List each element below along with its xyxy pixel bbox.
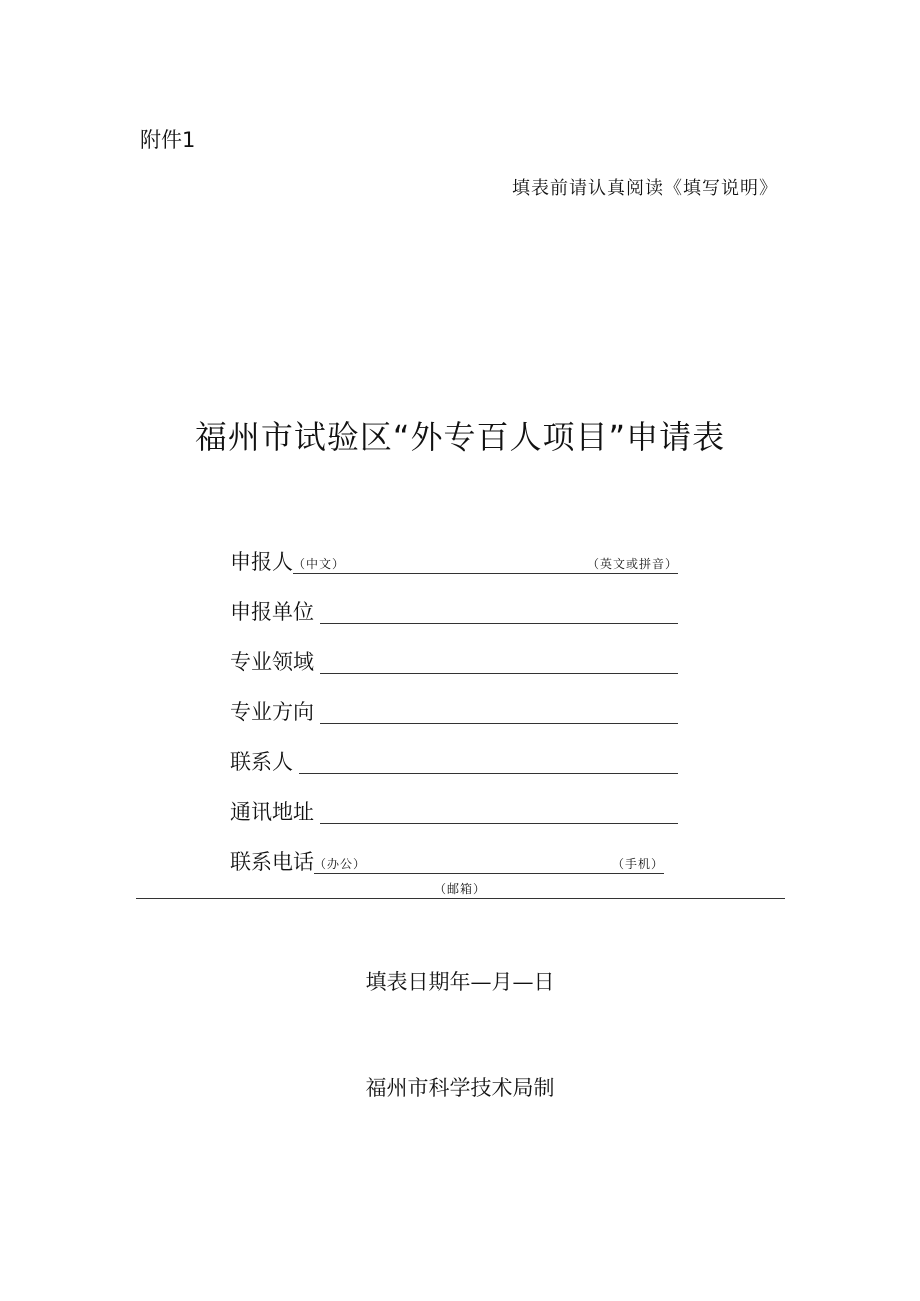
applicant-label: 申报人 <box>230 550 293 574</box>
address-input[interactable] <box>320 801 678 824</box>
address-label: 通讯地址 <box>230 800 314 824</box>
applicant-chinese-hint: （中文） <box>293 557 346 571</box>
phone-label: 联系电话 <box>230 850 314 874</box>
field-input[interactable] <box>320 651 678 674</box>
direction-label: 专业方向 <box>230 700 314 724</box>
instruction-note: 填表前请认真阅读《填写说明》 <box>512 178 778 199</box>
unit-field[interactable] <box>320 601 678 624</box>
contact-input[interactable] <box>299 751 678 774</box>
direction-input[interactable] <box>320 701 678 724</box>
applicant-english-hint: （英文或拼音） <box>586 557 678 571</box>
applicant-field[interactable] <box>293 551 678 574</box>
address-row <box>230 790 678 824</box>
contact-label: 联系人 <box>230 750 293 774</box>
field-row <box>230 640 678 674</box>
unit-label: 申报单位 <box>230 600 314 624</box>
phone-office-hint: （办公） <box>314 857 367 871</box>
phone-row <box>230 840 678 874</box>
contact-row <box>230 740 678 774</box>
field-label: 专业领域 <box>230 650 314 674</box>
email-field[interactable] <box>136 898 785 899</box>
phone-mobile-hint: （手机） <box>611 857 664 871</box>
applicant-row <box>230 540 678 574</box>
issuer-label: 福州市科学技术局制 <box>365 1076 555 1100</box>
page-title: 福州市试验区“外专百人项目”申请表 <box>194 418 726 456</box>
attachment-label: 附件1 <box>140 128 196 152</box>
unit-row <box>230 590 678 624</box>
email-hint: （邮箱） <box>433 882 486 896</box>
direction-row <box>230 690 678 724</box>
phone-field[interactable] <box>314 851 664 874</box>
fill-date: 填表日期年—月—日 <box>365 970 555 994</box>
